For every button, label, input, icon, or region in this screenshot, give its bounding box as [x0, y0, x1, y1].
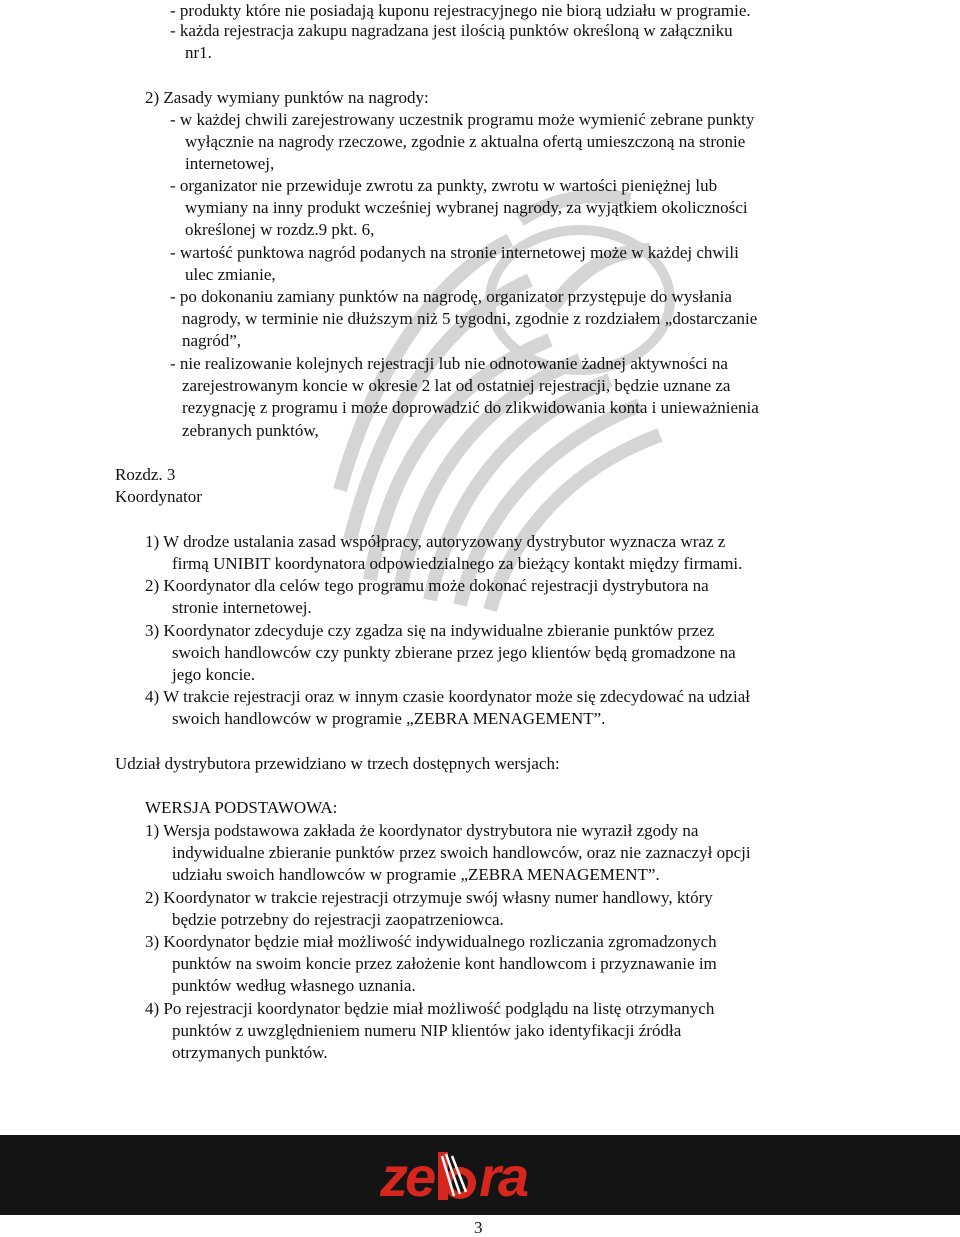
text-line: - produkty które nie posiadają kuponu rejestracyjnego nie biorą udziału w programie.	[170, 1, 751, 20]
text-line: 4) W trakcie rejestracji oraz w innym czasie koordynator może się zdecydować na udział	[145, 687, 750, 706]
zebra-b-icon	[434, 1150, 478, 1202]
text-line: będzie potrzebny do rejestracji zaopatrzeniowca.	[172, 910, 504, 929]
text-line: jego koncie.	[172, 665, 256, 684]
page-number: 3	[474, 1218, 483, 1237]
text-line: nagród”,	[182, 331, 242, 350]
text-line: określonej w rozdz.9 pkt. 6,	[185, 220, 375, 239]
text-line: wyłącznie na nagrody rzeczowe, zgodnie z aktualna ofertą umieszczoną na stronie	[185, 132, 746, 151]
text-line: indywidualne zbieranie punktów przez swoich handlowców, oraz nie zaznaczył opcji	[172, 843, 751, 862]
text-line: - każda rejestracja zakupu nagradzana jest ilością punktów określoną w załączniku	[170, 21, 733, 40]
text-line: punktów według własnego uznania.	[172, 976, 416, 995]
logo-text-right: ra	[479, 1144, 527, 1208]
text-line: 1) W drodze ustalania zasad współpracy, autoryzowany dystrybutor wyznacza wraz z	[145, 532, 726, 551]
text-line: swoich handlowców czy punkty zbierane przez jego klientów będą gromadzone na	[172, 643, 736, 662]
text-line: internetowej,	[185, 154, 275, 173]
text-line: punktów z uwzględnieniem numeru NIP klientów jako identyfikacji źródła	[172, 1021, 682, 1040]
text-line: - organizator nie przewiduje zwrotu za punkty, zwrotu w wartości pieniężnej lub	[170, 176, 718, 195]
text-line: - nie realizowanie kolejnych rejestracji lub nie odnotowanie żadnej aktywności na	[170, 354, 728, 373]
text-line: 1) Wersja podstawowa zakłada że koordynator dystrybutora nie wyraził zgody na	[145, 821, 699, 840]
text-line: Koordynator	[115, 487, 202, 506]
zebra-logo	[380, 1144, 527, 1208]
text-line: rezygnację z programu i może doprowadzić do zlikwidowania konta i unieważnienia	[182, 398, 759, 417]
text-line: zarejestrowanym koncie w okresie 2 lat od ostatniej rejestracji, będzie uznane za	[182, 376, 731, 395]
text-line: 2) Zasady wymiany punktów na nagrody:	[145, 88, 429, 107]
logo-text-left: ze	[380, 1144, 434, 1208]
text-line: zebranych punktów,	[182, 421, 319, 440]
text-line: wymiany na inny produkt wcześniej wybranej nagrody, za wyjątkiem okoliczności	[185, 198, 748, 217]
text-line: WERSJA PODSTAWOWA:	[145, 798, 338, 817]
text-line: - po dokonaniu zamiany punktów na nagrodę, organizator przystępuje do wysłania	[170, 287, 732, 306]
text-line: 3) Koordynator zdecyduje czy zgadza się na indywidualne zbieranie punktów przez	[145, 621, 715, 640]
text-line: Udział dystrybutora przewidziano w trzech dostępnych wersjach:	[115, 754, 560, 773]
text-line: - wartość punktowa nagród podanych na stronie internetowej może w każdej chwili	[170, 243, 739, 262]
text-line: stronie internetowej.	[172, 598, 312, 617]
text-line: 4) Po rejestracji koordynator będzie miał możliwość podglądu na listę otrzymanych	[145, 999, 715, 1018]
text-line: - w każdej chwili zarejestrowany uczestnik programu może wymienić zebrane punkty	[170, 110, 755, 129]
text-line: otrzymanych punktów.	[172, 1043, 328, 1062]
text-line: 2) Koordynator w trakcie rejestracji otrzymuje swój własny numer handlowy, który	[145, 888, 713, 907]
text-line: ulec zmianie,	[185, 265, 276, 284]
text-line: udziału swoich handlowców w programie „ZEBRA MENAGEMENT”.	[172, 865, 660, 884]
text-line: Rozdz. 3	[115, 465, 176, 484]
text-line: punktów na swoim koncie przez założenie kont handlowcom i przyznawanie im	[172, 954, 717, 973]
text-line: nagrody, w terminie nie dłuższym niż 5 tygodni, zgodnie z rozdziałem „dostarczanie	[182, 309, 758, 328]
text-line: firmą UNIBIT koordynatora odpowiedzialnego za bieżący kontakt między firmami.	[172, 554, 743, 573]
text-line: nr1.	[185, 43, 212, 62]
text-line: 3) Koordynator będzie miał możliwość indywidualnego rozliczania zgromadzonych	[145, 932, 717, 951]
text-line: 2) Koordynator dla celów tego programu może dokonać rejestracji dystrybutora na	[145, 576, 709, 595]
text-line: swoich handlowców w programie „ZEBRA MENAGEMENT”.	[172, 709, 606, 728]
